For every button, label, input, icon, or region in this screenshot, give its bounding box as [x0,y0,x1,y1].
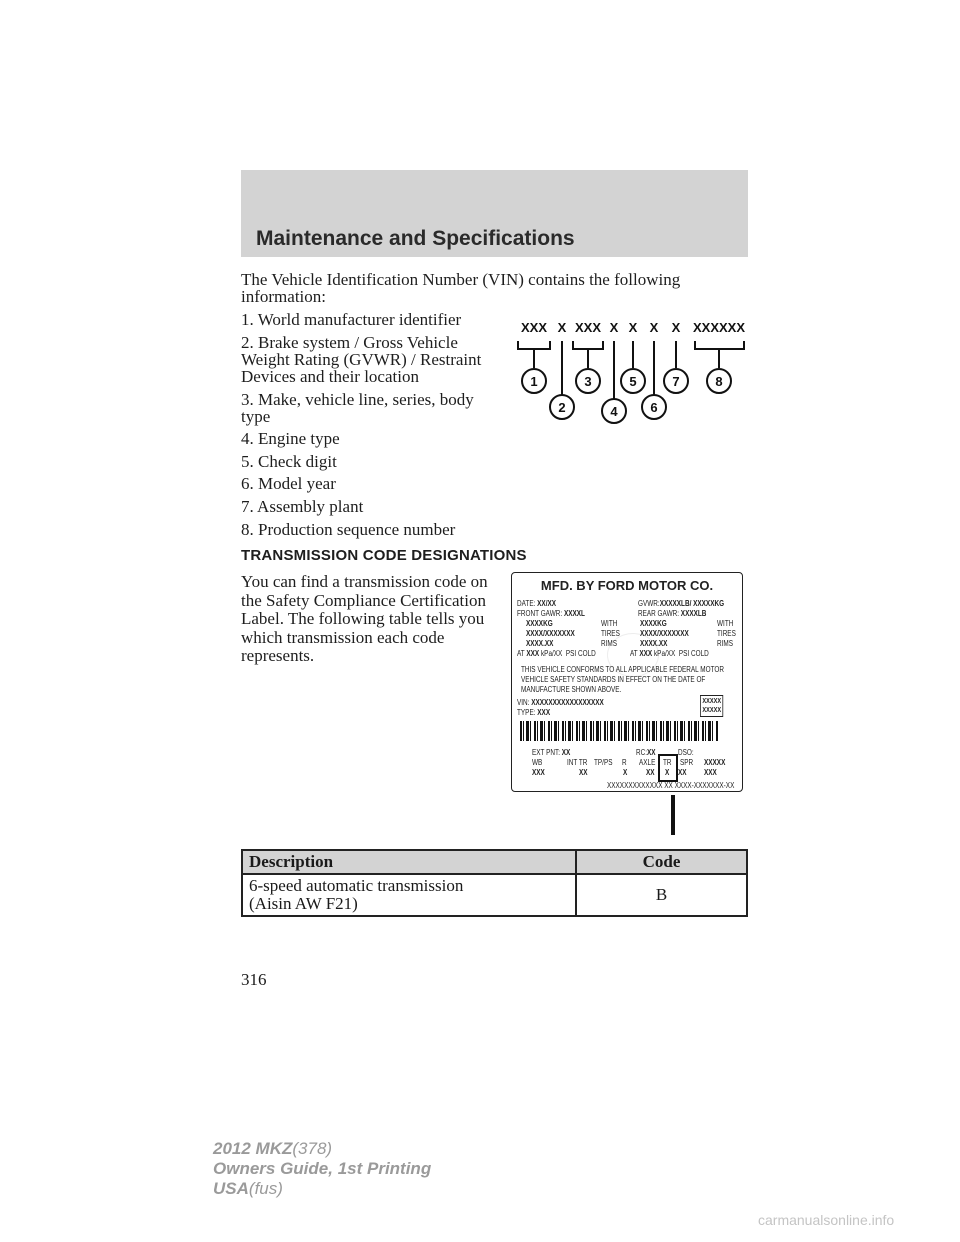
vin-callout-5: 5 [629,374,637,389]
label-wb: WB [532,758,543,767]
label-wb-value [532,768,545,777]
label-front-rim [526,639,553,648]
label-type-value: XXX [537,708,551,717]
label-rims-right: RIMS [717,639,733,648]
vin-diagram [510,315,755,425]
label-spr-value-text: XX [678,768,687,777]
label-title: MFD. BY FORD MOTOR CO. [540,578,714,593]
transmission-intro: You can find a transmission code on the Safety Compliance Certification Label. The following table tells you which transmission each code represents. [241,572,488,665]
label-code-box [700,695,723,717]
vin-callout-2: 2 [558,400,566,415]
table-header-description: Description [242,850,576,874]
vin-callout-3: 3 [584,374,592,389]
section-header-band [241,170,748,257]
label-tr-highlight-box [658,754,678,782]
label-rear-kg [640,619,667,628]
label-front-gawr-value: XXXXL [563,609,585,618]
label-front-tire-value: XXXX/XXXXXXX [526,629,575,638]
label-barcode [520,721,718,741]
label-rc-value: XX [647,748,656,757]
label-date-value: XX/XX [537,599,557,608]
label-tires-right: TIRES [717,629,736,638]
label-front-gawr-row [517,609,585,618]
vin-intro: The Vehicle Identification Number (VIN) contains the following information: [241,270,681,306]
vin-group-text: X [649,320,659,335]
table-header-code: Code [576,850,747,874]
table-cell-description [242,874,576,916]
label-front-gawr-label: FRONT GAWR: [517,609,563,618]
label-axle-value-text: XX [646,768,655,777]
table-cell-description-line-1: 6-speed automatic transmission [249,876,464,895]
label-at-value: XXX [639,649,653,658]
label-rear-tire-value: XXXX/XXXXXXX [640,629,689,638]
label-at: AT [630,649,638,658]
table-cell-code: B [576,874,747,916]
footer-market-code: (fus) [248,1179,283,1198]
label-last-bottom [704,768,717,777]
page-number: 316 [241,970,267,989]
label-front-pressure [517,649,596,658]
label-axle: AXLE [639,758,656,767]
label-gvwr-row [638,599,724,608]
label-dso: DSO: [678,748,694,757]
label-front-kg-value: XXXXKG [526,619,553,628]
table-cell-description-line-2: (Aisin AW F21) [249,894,358,913]
vin-item-1: 1. World manufacturer identifier [241,310,462,329]
vin-item-7: 7. Assembly plant [241,497,364,516]
label-gvwr-label: GVWR: [638,599,660,608]
label-at-value: XXX [526,649,540,658]
label-int-tr-value-text: XX [579,768,588,777]
footer-market: USA [213,1179,249,1198]
footer-model-code: (378) [292,1139,333,1158]
label-int-tr-value [579,768,588,777]
table-row [242,874,747,916]
label-date-row [517,599,556,608]
label-front-rim-value: XXXX.XX [526,639,554,648]
vin-callouts [522,369,731,423]
section-title: Maintenance and Specifications [256,227,575,250]
vin-callout-1: 1 [530,374,538,389]
label-rear-gawr-row [638,609,706,618]
vin-item-2: 2. Brake system / Gross Vehicle Weight Rating (GVWR) / Restraint Devices and their location [241,333,482,386]
tr-pointer-line [671,795,675,835]
label-last-top [704,758,725,767]
label-r: R [622,758,627,767]
site-watermark[interactable]: carmanualsonline.info [758,1212,895,1228]
label-tp-ps: TP/PS [594,758,613,767]
label-vin-value: XXXXXXXXXXXXXXXXX [531,698,604,707]
label-r-value-text: X [623,768,628,777]
label-wb-value-text: XXX [532,768,545,777]
table-header-row [242,850,747,874]
label-front-tire [526,629,575,638]
label-with-right: WITH [717,619,734,628]
vin-group-text: XXX [520,320,548,335]
label-vin-label: VIN: [517,698,530,707]
label-kpa: kPa/XX [540,649,563,658]
label-vin-row [517,698,604,707]
footer-line-1 [213,1139,431,1159]
label-rear-tire [640,629,689,638]
label-type-label: TYPE: [517,708,536,717]
label-tr: TR [663,758,672,767]
label-tr-value-text: X [665,768,670,777]
label-code-box-top: XXXXX [702,698,722,705]
vin-item-8: 8. Production sequence number [241,520,456,539]
label-conformity-2: VEHICLE SAFETY STANDARDS IN EFFECT ON THE DATE OF [521,675,706,684]
transmission-heading: TRANSMISSION CODE DESIGNATIONS [241,547,527,564]
label-rc-label: RC: [636,748,648,757]
vin-item-3: 3. Make, vehicle line, series, body type [241,390,474,426]
vin-group-text: X [671,320,681,335]
label-int-tr: INT TR [567,758,588,767]
label-rc-row [636,748,656,757]
label-rear-rim-value: XXXX.XX [640,639,668,648]
label-psi-cold: PSI COLD [565,649,596,658]
label-axle-value [646,768,655,777]
safety-compliance-label [511,572,743,792]
label-rear-kg-value: XXXXKG [640,619,667,628]
vin-item-6: 6. Model year [241,474,336,493]
vin-callout-8: 8 [715,374,723,389]
label-ext-pnt-row [532,748,570,757]
label-last-top-value: XXXXX [704,758,726,767]
footer-line-3 [213,1179,431,1199]
label-code-box-bottom: XXXXX [702,707,722,714]
label-kpa: kPa/XX [653,649,676,658]
label-ext-pnt-label: EXT PNT: [532,748,560,757]
label-tires-left: TIRES [601,629,620,638]
label-at: AT [517,649,525,658]
label-type-row [517,708,550,717]
label-rear-pressure [630,649,709,658]
label-rear-gawr-value: XXXXLB [680,609,707,618]
label-r-value [623,768,627,777]
document-footer [213,1139,431,1199]
label-date-label: DATE: [517,599,536,608]
label-gvwr-value: XXXXXLB/ XXXXXKG [659,599,725,608]
label-spr-value [678,768,687,777]
label-conformity-1: THIS VEHICLE CONFORMS TO ALL APPLICABLE FEDERAL MOTOR [521,665,724,674]
label-ext-pnt-value: XX [561,748,571,757]
vin-callout-6: 6 [650,400,658,415]
label-conformity-3: MANUFACTURE SHOWN ABOVE. [521,685,622,694]
label-rear-rim [640,639,667,648]
label-rear-gawr-label: REAR GAWR: [638,609,680,618]
vin-group-text: XXX [574,320,602,335]
vin-callout-4: 4 [610,404,618,419]
label-psi-cold: PSI COLD [678,649,709,658]
footer-model: 2012 MKZ [213,1139,293,1158]
label-last-bottom-value: XXX [704,768,717,777]
vin-group-text: X [609,320,619,335]
label-rims-left: RIMS [601,639,617,648]
vin-group-text: XXXXXX [692,320,746,335]
label-spr: SPR [680,758,694,767]
vin-item-5: 5. Check digit [241,452,337,471]
vin-group-text: X [628,320,638,335]
label-with-left: WITH [601,619,618,628]
vin-item-4: 4. Engine type [241,429,340,448]
vin-group-text: X [557,320,567,335]
label-bottom-code: XXXXXXXXXXXXX XX XXXX-XXXXXXX-XX [607,781,735,790]
vin-callout-7: 7 [672,374,680,389]
transmission-code-table [241,849,748,917]
footer-line-2: Owners Guide, 1st Printing [213,1159,432,1178]
label-front-kg [526,619,553,628]
